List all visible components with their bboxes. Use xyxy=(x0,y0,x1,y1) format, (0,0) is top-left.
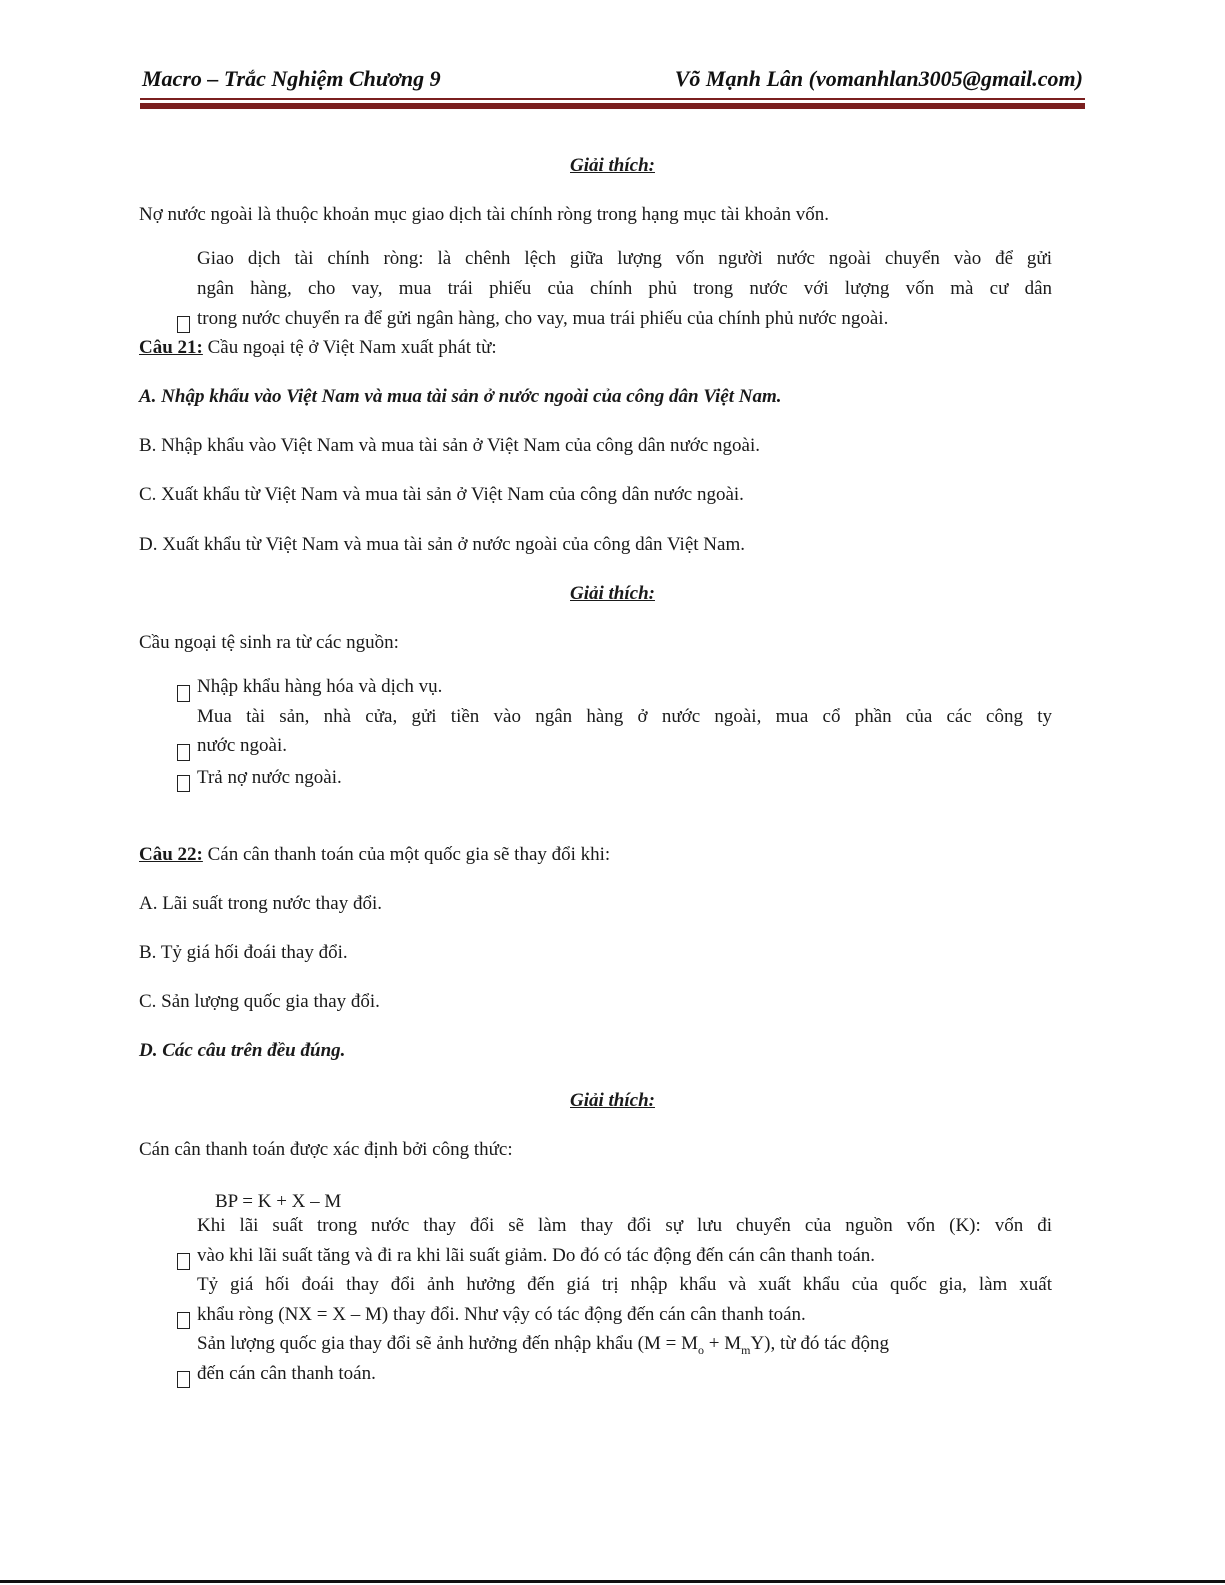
explain-title-22: Giải thích: xyxy=(570,1090,655,1111)
question-22 xyxy=(139,840,610,870)
header-title: Macro – Trắc Nghiệm Chương 9 xyxy=(142,66,441,91)
explain-line-1-2: ngân hàng, cho vay, mua trái phiếu của chính phủ trong nước với lượng vốn mà cư dân xyxy=(197,278,1052,299)
explain-bullet-21-2-cont: nước ngoài. xyxy=(197,735,287,756)
explain-intro-1: Nợ nước ngoài là thuộc khoản mục giao dịch tài chính ròng trong hạng mục tài khoản vốn. xyxy=(139,204,829,225)
q22-option-b: B. Tỷ giá hối đoái thay đổi. xyxy=(139,942,348,963)
explain-line-1-1: Giao dịch tài chính ròng: là chênh lệch giữa lượng vốn người nước ngoài chuyển vào để gửi xyxy=(197,248,1052,269)
bullet-box-icon xyxy=(177,744,190,761)
question-21 xyxy=(139,333,497,363)
formula-bp: BP = K + X – M xyxy=(215,1191,342,1212)
explain-line-22-6: đến cán cân thanh toán. xyxy=(197,1363,376,1384)
bullet-box-icon xyxy=(177,685,190,702)
explain-line-22-2: vào khi lãi suất tăng và đi ra khi lãi suất giảm. Do đó có tác động đến cán cân thanh toán. xyxy=(197,1245,875,1266)
q21-option-d: D. Xuất khẩu từ Việt Nam và mua tài sản ở nước ngoài của công dân Việt Nam. xyxy=(139,534,745,555)
q22-option-c: C. Sản lượng quốc gia thay đổi. xyxy=(139,991,380,1012)
q21-option-c: C. Xuất khẩu từ Việt Nam và mua tài sản ở Việt Nam của công dân nước ngoài. xyxy=(139,484,744,505)
question-21-text: Cầu ngoại tệ ở Việt Nam xuất phát từ: xyxy=(202,337,497,358)
explain-title-1: Giải thích: xyxy=(570,155,655,176)
explain-line-22-1: Khi lãi suất trong nước thay đổi sẽ làm thay đổi sự lưu chuyển của nguồn vốn (K): vốn đi xyxy=(197,1215,1052,1236)
explain-bullet-21-2: Mua tài sản, nhà cửa, gửi tiền vào ngân hàng ở nước ngoài, mua cổ phần của các công ty xyxy=(197,706,1052,727)
header-rule-thick xyxy=(140,103,1085,109)
explain-intro-21: Cầu ngoại tệ sinh ra từ các nguồn: xyxy=(139,632,399,653)
explain-bullet-21-1: Nhập khẩu hàng hóa và dịch vụ. xyxy=(197,676,443,697)
page-header xyxy=(140,64,1085,98)
header-rule-thin xyxy=(140,98,1085,100)
explain-line-22-3: Tỷ giá hối đoái thay đổi ảnh hưởng đến giá trị nhập khẩu và xuất khẩu của quốc gia, làm xuất xyxy=(197,1274,1052,1295)
page-bottom-rule xyxy=(0,1580,1225,1583)
bullet-box-icon xyxy=(177,1312,190,1329)
bullet-box-icon xyxy=(177,316,190,333)
q21-option-b: B. Nhập khẩu vào Việt Nam và mua tài sản ở Việt Nam của công dân nước ngoài. xyxy=(139,435,760,456)
explain-intro-22: Cán cân thanh toán được xác định bởi công thức: xyxy=(139,1139,513,1160)
explain-line-22-5 xyxy=(197,1329,1052,1359)
bullet-box-icon xyxy=(177,1253,190,1270)
question-22-text: Cán cân thanh toán của một quốc gia sẽ thay đổi khi: xyxy=(202,844,611,865)
header-author: Võ Mạnh Lân (vomanhlan3005@gmail.com) xyxy=(674,66,1083,91)
q21-option-a: A. Nhập khẩu vào Việt Nam và mua tài sản ở nước ngoài của công dân Việt Nam. xyxy=(139,386,782,407)
explain-line-1-3: trong nước chuyển ra để gửi ngân hàng, cho vay, mua trái phiếu của chính phủ nước ngoài. xyxy=(197,308,889,329)
bullet-box-icon xyxy=(177,1371,190,1388)
q22-option-a: A. Lãi suất trong nước thay đổi. xyxy=(139,893,383,914)
line-22-5-part-1: Sản lượng quốc gia thay đổi sẽ ảnh hưởng đến nhập khẩu $(M = M_o + M_mY)$, từ đó tác động xyxy=(197,1333,889,1357)
explain-line-22-4: khẩu ròng (NX = X – M) thay đổi. Như vậy có tác động đến cán cân thanh toán. xyxy=(197,1304,806,1325)
explain-title-21: Giải thích: xyxy=(570,583,655,604)
question-22-label: Câu 22: xyxy=(139,844,203,865)
question-21-label: Câu 21: xyxy=(139,337,203,358)
explain-bullet-21-3: Trả nợ nước ngoài. xyxy=(197,767,342,788)
bullet-box-icon xyxy=(177,775,190,792)
q22-option-d: D. Các câu trên đều đúng. xyxy=(139,1040,346,1061)
